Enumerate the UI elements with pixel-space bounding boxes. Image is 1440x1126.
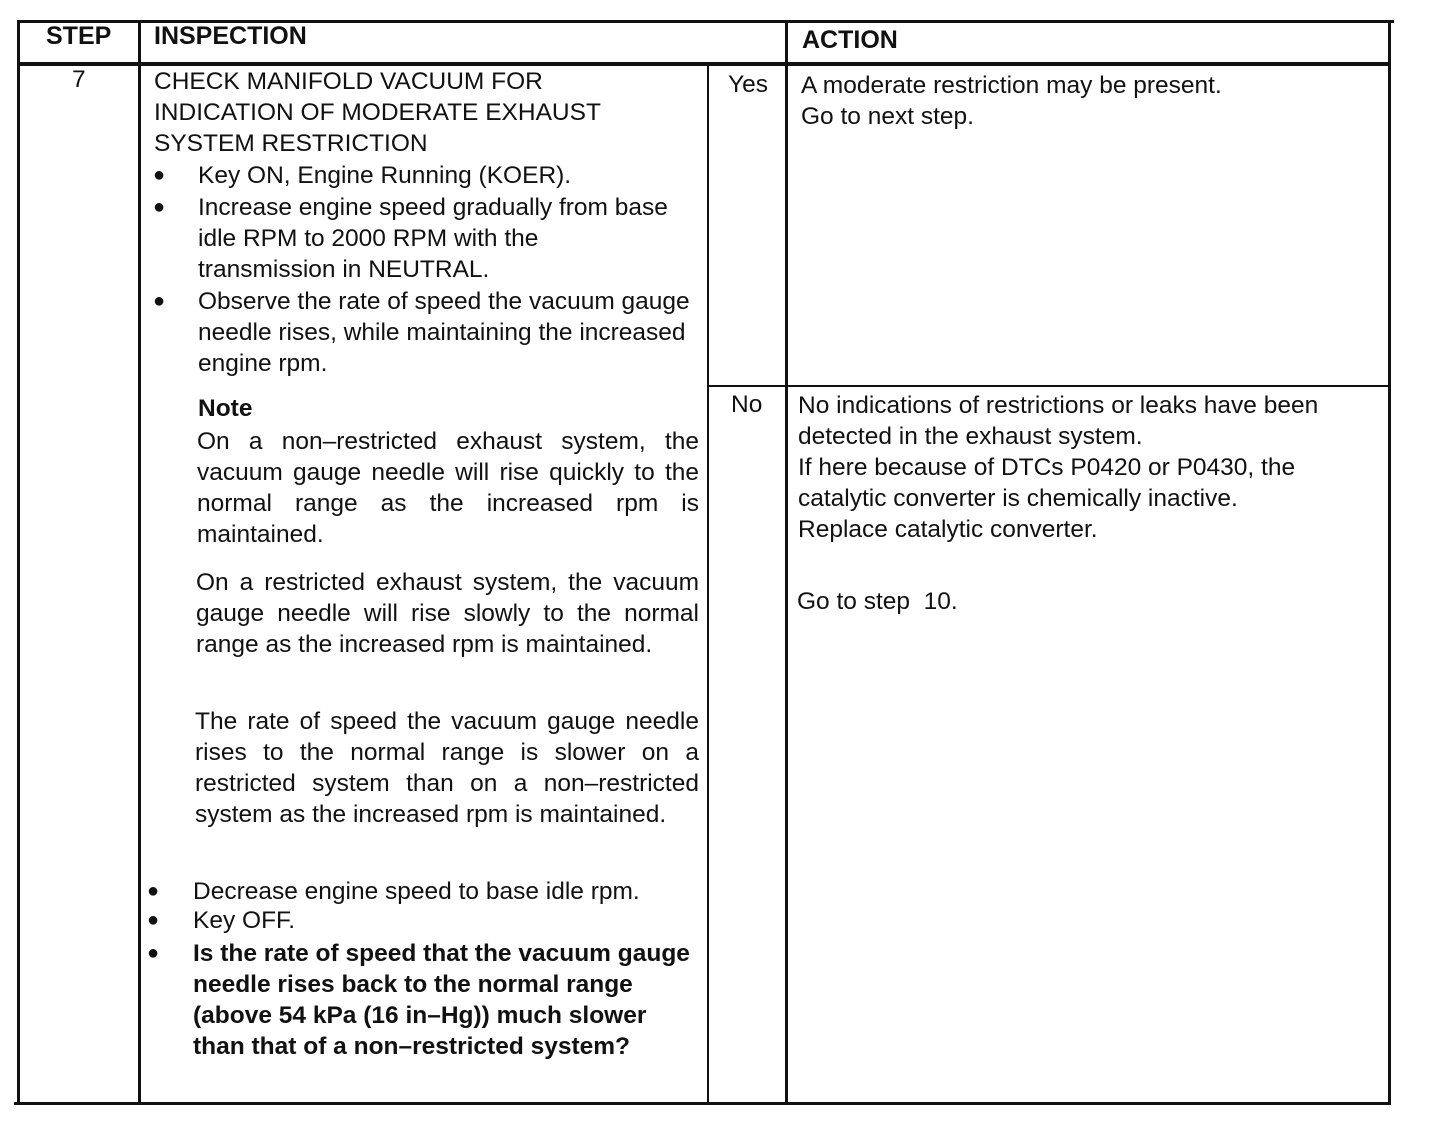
bullet-item: Observe the rate of speed the vacuum gauge needle rises, while maintaining the increased engine rpm. <box>198 288 690 377</box>
no-action <box>798 390 1383 545</box>
bullet-icon: ● <box>153 164 166 186</box>
yes-action <box>801 70 1381 132</box>
bullet-item: Key ON, Engine Running (KOER). <box>198 162 572 189</box>
bullet-icon: ● <box>147 880 160 902</box>
inspection-column-divider <box>707 64 709 1105</box>
title-line: SYSTEM RESTRICTION <box>154 130 428 157</box>
bullet-icon: ● <box>147 909 160 931</box>
action-line: A moderate restriction may be present. <box>801 72 1222 99</box>
table-border-left <box>17 20 20 1105</box>
note-paragraph: On a restricted exhaust system, the vacuum gauge needle will rise slowly to the normal range as the increased rpm is maintained. <box>196 569 699 658</box>
title-line: CHECK MANIFOLD VACUUM FOR <box>154 68 543 95</box>
note-paragraph: On a non–restricted exhaust system, the vacuum gauge needle will rise quickly to the normal range as the increased rpm is maintained. <box>197 428 699 548</box>
note-heading: Note <box>198 395 253 422</box>
title-line: INDICATION OF MODERATE EXHAUST <box>154 99 601 126</box>
header-inspection: INSPECTION <box>154 22 307 50</box>
bullet-icon: ● <box>147 942 160 964</box>
bullet-icon: ● <box>153 196 166 218</box>
no-goto-step: Go to step 10. <box>797 588 958 615</box>
action-line: Replace catalytic converter. <box>798 516 1098 543</box>
step-number: 7 <box>72 66 86 93</box>
action-column-divider <box>785 20 788 1105</box>
table-border-right <box>1388 20 1391 1105</box>
action-line: If here because of DTCs P0420 or P0430, the catalytic converter is chemically inactive. <box>798 454 1296 512</box>
header-action: ACTION <box>802 26 898 54</box>
yes-no-divider <box>709 385 1391 387</box>
bullet-icon: ● <box>153 290 166 312</box>
note-paragraph: The rate of speed the vacuum gauge needle rises to the normal range is slower on a restricted system than on a non–restricted system as the increased rpm is maintained. <box>195 708 699 828</box>
no-label: No <box>731 391 763 418</box>
action-line: Go to next step. <box>801 103 974 130</box>
bullet-item: Increase engine speed gradually from base idle RPM to 2000 RPM with the transmission in NEUTRAL. <box>198 194 668 283</box>
inspection-question: Is the rate of speed that the vacuum gauge needle rises back to the normal range (above 54 kPa (16 in–Hg)) much slower than that of a non–restricted system? <box>193 940 690 1060</box>
action-line: No indications of restrictions or leaks have been detected in the exhaust system. <box>798 392 1319 450</box>
step-column-divider <box>138 20 141 1105</box>
header-step: STEP <box>46 22 112 50</box>
bullet-item: Key OFF. <box>193 907 296 934</box>
table-border-bottom <box>14 1102 1388 1105</box>
inspection-title <box>154 66 714 159</box>
bullet-item: Decrease engine speed to base idle rpm. <box>193 878 640 905</box>
yes-label: Yes <box>728 71 768 98</box>
